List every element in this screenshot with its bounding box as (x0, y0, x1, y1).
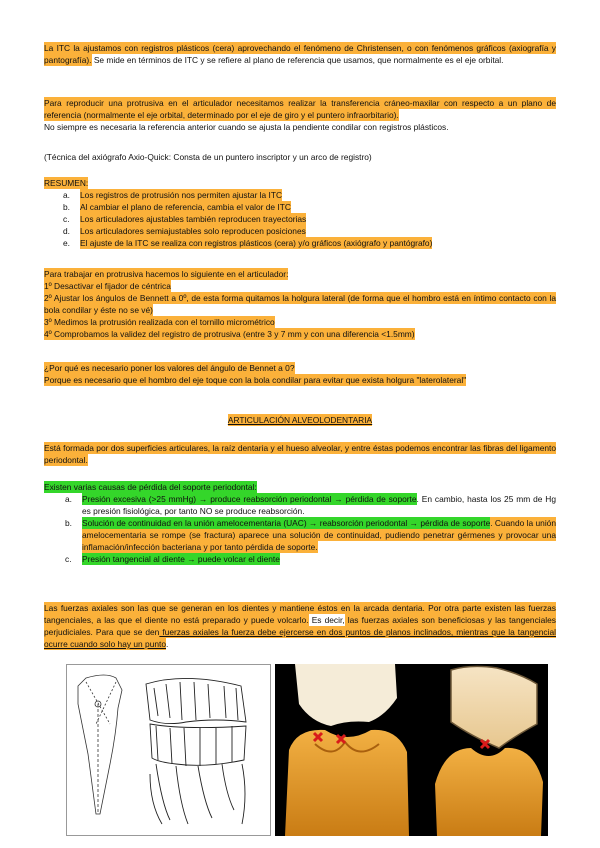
intro-section (44, 42, 556, 66)
articulacion-description (44, 442, 556, 466)
causas-list (65, 493, 556, 565)
causas-intro: Existen varias causas de pérdida del soporte periodontal: (44, 482, 257, 492)
resumen-item-c: c. Los articuladores ajustables también reproducen trayectorias (63, 214, 307, 224)
axiograph-note (44, 151, 556, 163)
fuerzas-section (44, 602, 556, 650)
articulacion-heading (44, 414, 556, 426)
fuerzas-paragraph: Las fuerzas axiales son las que se generan en los dientes y mantiene éstos en la arcada dentaria. Por otra parte existen las fuerzas tangenciales, a las que el diente no está preparado y puede volcarlo. Es decir, las fuerzas axiales son beneficiosas y las tangenciales perjudiciales. Para que se den fuerzas axiales la fuerza debe ejercerse en dos puntos de planos inclinados, mientras que la tangencial ocurre cuando solo hay un punto. (44, 603, 556, 649)
tooth-diagram-svg (66, 664, 271, 836)
tooth-line-drawings (66, 664, 271, 836)
photo-axial-contact (285, 664, 409, 836)
intro-paragraph-3: No siempre es necesaria la referencia anterior cuando se ajusta la pendiente condilar con registros plásticos. (44, 122, 449, 132)
resumen-item-d: d. Los articuladores semiajustables solo reproducen posiciones (63, 226, 306, 236)
intro-p1-rest: Se mide en términos de ITC y se refiere al plano de referencia que usamos, que normalmente es el eje orbital. (91, 55, 504, 65)
resumen-item-e: e. El ajuste de la ITC se realiza con registros plásticos (cera) y/o gráficos (axiógrafo y pantógrafo) (63, 238, 433, 248)
bennett-question: ¿Por qué es necesario poner los valores del ángulo de Bennet a 0? (44, 363, 295, 373)
protrusiva-step-3: 3º Medimos la protrusión realizada con el tornillo micrométrico (44, 317, 275, 327)
resumen-item-a: a. Los registros de protrusión nos permiten ajustar la ITC (63, 190, 283, 200)
intro-paragraph-2 (44, 97, 556, 121)
bennett-answer: Porque es necesario que el hombro del eje toque con la bola condilar para evitar que exista holgura "laterolateral" (44, 375, 467, 385)
causa-b: b. Solución de continuidad en la unión amelocementaria (UAC) → reabsorción periodontal → pérdida de soporte. Cuando la unión amelocementaria se rompe (se fractura) aparece una solución de continuidad, pudiendo penetrar gérmenes y provocar una inflamación/infección bacteriana y por tanto pérdida de soporte. (65, 518, 556, 552)
tooth-contact-photos (275, 664, 548, 836)
protrusiva-step-4: 4º Comprobamos la validez del registro de protrusiva (entre 3 y 7 mm y con una diferencia <1.5mm) (44, 329, 415, 339)
intro-paragraph-4: (Técnica del axiógrafo Axio-Quick: Consta de un puntero inscriptor y un arco de registro) (44, 152, 372, 162)
resumen-title: RESUMEN: (44, 178, 89, 188)
protrusiva-step-1: 1º Desactivar el fijador de céntrica (44, 281, 171, 291)
articulacion-title: ARTICULACIÓN ALVEOLODENTARIA (227, 415, 373, 425)
figures-row (66, 664, 548, 836)
protrusiva-intro: Para trabajar en protrusiva hacemos lo siguiente en el articulador: (44, 269, 289, 279)
contact-photos-svg (275, 664, 548, 836)
causa-c: c. Presión tangencial al diente → puede volcar el diente (65, 554, 280, 564)
articulacion-paragraph: Está formada por dos superficies articulares, la raíz dentaria y el hueso alveolar, y entre éstas podemos encontrar las fibras del ligamento periodontal. (44, 443, 556, 465)
resumen-section (44, 177, 556, 249)
resumen-item-b: b. Al cambiar el plano de referencia, cambia el valor de ITC (63, 202, 291, 212)
transfer-section (44, 97, 556, 133)
intro-p2-highlight: Para reproducir una protrusiva en el articulador necesitamos realizar la transferencia cráneo-maxilar con respecto a un plano de referencia (normalmente el eje orbital, determinado por el eje de giro y el puntero infraorbitario). (44, 98, 556, 120)
intro-paragraph-1 (44, 42, 556, 66)
resumen-list (63, 189, 556, 249)
protrusiva-step-2: 2º Ajustar los ángulos de Bennett a 0º, de esta forma quitamos la holgura lateral (de forma que el hombro está en íntimo contacto con la bola condilar y éste no se vé) (44, 293, 556, 315)
causas-section (44, 481, 556, 565)
bennett-qa (44, 362, 556, 386)
intro-p1-highlight: La ITC la ajustamos con registros plásticos (cera) aprovechando el fenómeno de Christensen, o con fenómenos gráficos (axiografía y pantografía). (44, 43, 556, 65)
photo-tangential-contact (415, 664, 548, 836)
causa-a: a. Presión excesiva (>25 mmHg) → produce reabsorción periodontal → pérdida de soporte. En cambio, hasta los 25 mm de Hg es presión fisiológica, por tanto NO se produce reabsorción. (65, 494, 556, 516)
protrusiva-section (44, 268, 556, 340)
